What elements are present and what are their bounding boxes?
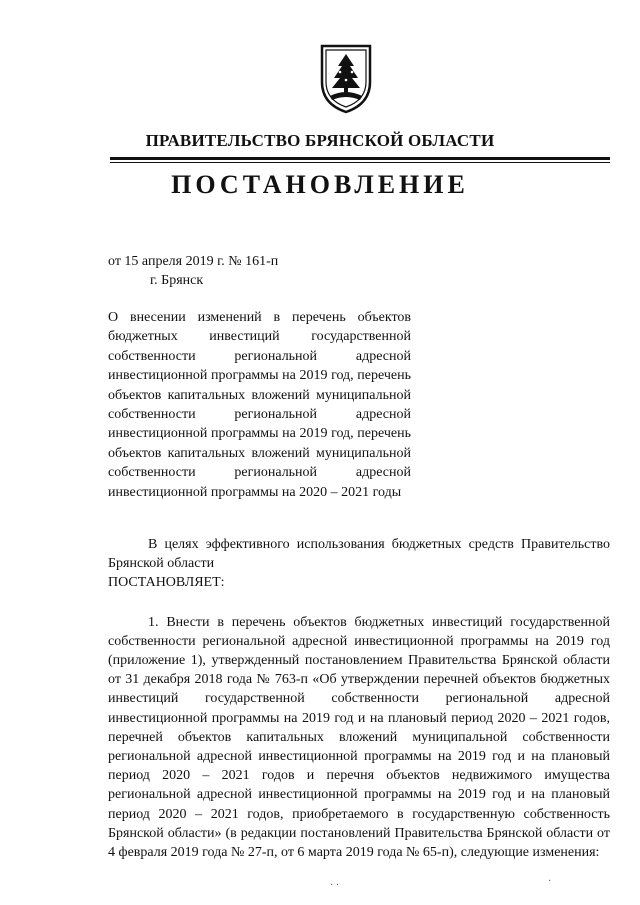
document-meta (108, 252, 278, 290)
scan-artifact: · (548, 876, 552, 887)
preamble-paragraph: В целях эффективного использования бюджетных средств Правительство Брянской области (108, 537, 610, 572)
header-divider-thick (110, 157, 610, 160)
organization-title: ПРАВИТЕЛЬСТВО БРЯНСКОЙ ОБЛАСТИ (145, 131, 495, 150)
document-type-title: ПОСТАНОВЛЕНИЕ (171, 170, 469, 199)
document-subject: О внесении изменений в перечень объектов бюджетных инвестиций государственной собственности региональной адресной инвестиционной программы на 2019 год, перечень объектов капитальных вложений муниципальной собственности региональной адресной инвестиционной программы на 2019 год, перечень объектов капитальных вложений муниципальной собственности региональной адресной инвестиционной программы на 2020 – 2021 годы (108, 310, 411, 500)
city-line: г. Брянск (150, 273, 204, 288)
scan-artifact: · · (330, 880, 340, 891)
coat-of-arms-icon (318, 42, 374, 116)
resolves-line: ПОСТАНОВЛЯЕТ: (108, 575, 225, 591)
document-body (108, 535, 610, 862)
item-1-paragraph: 1. Внести в перечень объектов бюджетных инвестиций государственной собственности региональной адресной инвестиционной программы на 2019 год (приложение 1), утвержденный постановлением Правительства Брянской области от 31 декабря 2018 года № 763-п «Об утверждении перечней объектов бюджетных инвестиций государственной собственности региональной адресной инвестиционной программы на 2019 год и на плановый период 2020 – 2021 годов, перечней объектов капитальных вложений муниципальной собственности региональной адресной инвестиционной программы на 2019 год и на плановый период 2020 – 2021 годов и перечня объектов недвижимого имущества региональной адресной инвестиционной программы на 2019 год и на плановый период 2020 – 2021 годов, приобретаемого в государственную собственность Брянской области» (в редакции постановлений Правительства Брянской области от 4 февраля 2019 года № 27-п, от 6 марта 2019 года № 65-п), следующие изменения: (108, 614, 610, 861)
date-number-line: от 15 апреля 2019 г. № 161-п (108, 254, 279, 269)
header-divider-thin (110, 162, 610, 163)
